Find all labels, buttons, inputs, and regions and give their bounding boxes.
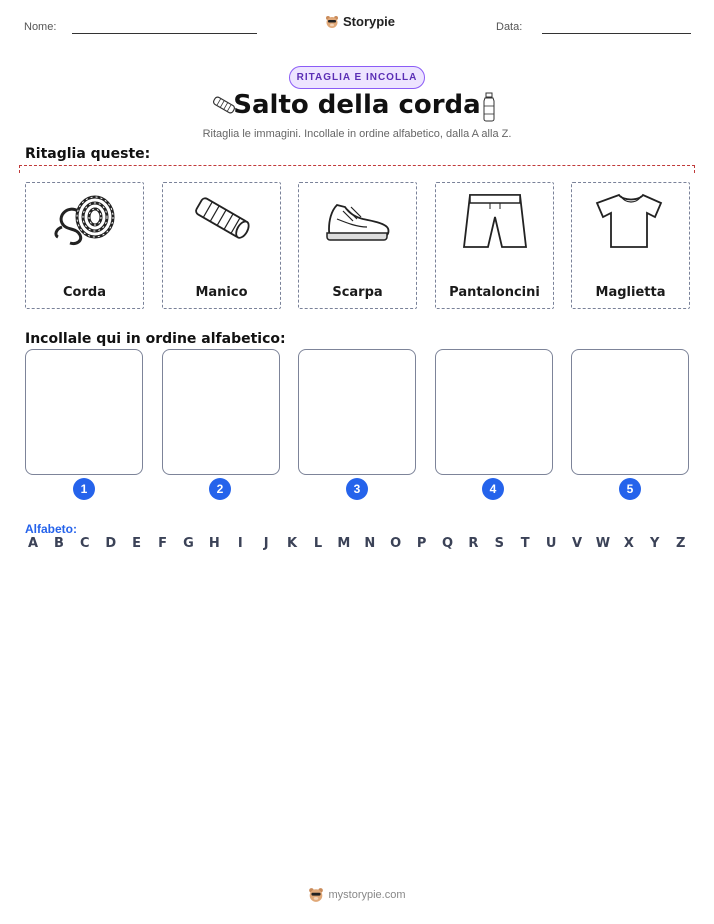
cut-heading: Ritaglia queste: — [25, 146, 151, 162]
footer — [0, 887, 714, 903]
date-label: Data: — [496, 21, 523, 33]
alphabet-letter: M — [337, 536, 351, 551]
alphabet-letter: Y — [650, 536, 660, 551]
alphabet-row — [25, 536, 689, 551]
alphabet-letter: B — [53, 536, 64, 551]
cut-card-handle[interactable] — [162, 182, 281, 309]
position-number: 3 — [346, 478, 368, 500]
card-label: Maglietta — [595, 285, 666, 300]
storypie-logo — [325, 14, 395, 29]
alphabet-letter: V — [572, 536, 583, 551]
cut-card-shorts[interactable] — [435, 182, 554, 309]
alphabet-letter: Z — [675, 536, 686, 551]
card-label: Scarpa — [332, 285, 383, 300]
alphabet-letter: C — [80, 536, 90, 551]
alphabet-letter: K — [287, 536, 298, 551]
paste-box-5[interactable] — [571, 349, 689, 475]
alphabet-letter: R — [468, 536, 479, 551]
cut-card-tshirt[interactable] — [571, 182, 690, 309]
activity-badge: RITAGLIA E INCOLLA — [289, 66, 425, 89]
position-number: 4 — [482, 478, 504, 500]
alphabet-letter: Q — [441, 536, 454, 551]
logo-text: Storypie — [343, 14, 396, 29]
alphabet-letter: N — [364, 536, 376, 551]
alphabet-letter: P — [416, 536, 427, 551]
alphabet-letter: H — [208, 536, 220, 551]
card-label: Manico — [195, 285, 248, 300]
paste-box-4[interactable] — [435, 349, 553, 475]
footer-url[interactable]: mystorypie.com — [328, 889, 406, 901]
alphabet-letter: S — [494, 536, 504, 551]
handle-icon — [187, 189, 257, 249]
bear-icon — [308, 887, 324, 903]
water-bottle-icon — [481, 92, 497, 127]
bear-icon — [325, 15, 339, 29]
card-label: Corda — [63, 285, 106, 300]
cut-card-rope[interactable] — [25, 182, 144, 309]
paste-box-1[interactable] — [25, 349, 143, 475]
alphabet-letter: E — [132, 536, 142, 551]
shoe-icon — [323, 189, 393, 249]
alphabet-letter: L — [313, 536, 323, 551]
alphabet-letter: I — [237, 536, 243, 551]
tshirt-icon — [595, 189, 667, 253]
alphabet-letter: A — [27, 536, 39, 551]
alphabet-letter: T — [520, 536, 530, 551]
date-line[interactable] — [542, 33, 691, 34]
cut-line — [19, 165, 695, 173]
name-line[interactable] — [72, 33, 257, 34]
card-label: Pantaloncini — [449, 285, 540, 300]
alphabet-letter: X — [623, 536, 634, 551]
alphabet-letter: G — [183, 536, 194, 551]
paste-box-3[interactable] — [298, 349, 416, 475]
position-number: 1 — [73, 478, 95, 500]
alphabet-letter: F — [158, 536, 167, 551]
position-number: 2 — [209, 478, 231, 500]
paste-heading: Incollale qui in ordine alfabetico: — [25, 331, 286, 347]
paste-box-2[interactable] — [162, 349, 280, 475]
alphabet-letter: J — [263, 536, 269, 551]
alphabet-letter: O — [390, 536, 402, 551]
page-title: Salto della corda — [233, 90, 481, 120]
position-number: 5 — [619, 478, 641, 500]
shorts-icon — [460, 189, 530, 253]
alphabet-letter: U — [545, 536, 557, 551]
instructions: Ritaglia le immagini. Incollale in ordine alfabetico, dalla A alla Z. — [202, 128, 512, 140]
name-label: Nome: — [24, 21, 57, 33]
rope-icon — [50, 189, 120, 249]
alphabet-letter: W — [595, 536, 611, 551]
cut-card-shoe[interactable] — [298, 182, 417, 309]
alphabet-letter: D — [105, 536, 117, 551]
alphabet-title: Alfabeto: — [25, 522, 77, 536]
